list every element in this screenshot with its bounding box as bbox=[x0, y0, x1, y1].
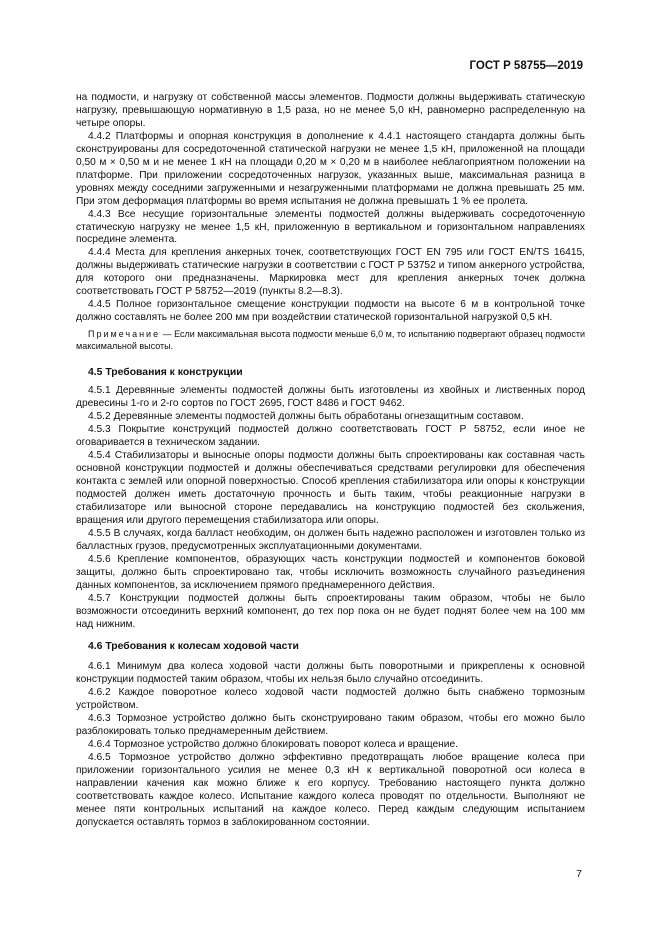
paragraph-intro: на подмости, и нагрузку от собственной массы элементов. Подмости должны выдерживать статическую нагрузку, превышающую нормативную в 1,5 раза, но не менее 5,0 кН, равномерно распределенную на четыре опоры. bbox=[76, 92, 585, 129]
paragraph-4-5-4: 4.5.4 Стабилизаторы и выносные опоры подмости должны быть спроектированы как составная часть основной конструкции подмостей и должны обеспечиваться средствами регулировки для обеспечения контакта с землей или опорной поверхностью. Способ крепления стабилизатора или опоры к конструкции подмостей должен иметь достаточную прочность и быть таким, чтобы реакционные нагрузки в стабилизаторе или выносной стороне передавались на конструкцию подмостей без скольжения, вращения или другого перемещения стабилизатора или опоры. bbox=[76, 450, 585, 526]
document-header: ГОСТ Р 58755—2019 bbox=[469, 60, 583, 72]
paragraph-4-4-2: 4.4.2 Платформы и опорная конструкция в дополнение к 4.4.1 настоящего стандарта должны быть сконструированы для сосредоточенной статической нагрузки не менее 1,5 кН, приложенной на площади 0,50 м × 0,50 м и не менее 1 кН на площади 0,20 м × 0,20 м в наиболее неблагоприятном положении на платформе. При приложении сосредоточенных нагрузок, указанных выше, максимальная разница в уровнях между соседними загруженными и незагруженными платформами не должна превышать 25 мм. При этом деформация платформы во время испытания не должна превышать 1 % ее пролета. bbox=[76, 130, 585, 207]
note bbox=[76, 329, 585, 352]
paragraph-4-6-5: 4.6.5 Тормозное устройство должно эффективно предотвращать любое вращение колеса при приложении горизонтального усилия не менее 0,3 кН к вертикальной поворотной оси колеса в направлении качения как можно ближе к его корпусу. Требованию настоящего пункта должно соответствовать каждое колесо. Испытание каждого колеса проводят по отдельности. Выполняют не менее пяти контрольных испытаний на каждое колесо. Перед каждым следующим испытанием допускается оставлять тормоз в заблокированном состоянии. bbox=[76, 752, 585, 828]
paragraph-4-6-3: 4.6.3 Тормозное устройство должно быть сконструировано таким образом, чтобы его можно было разблокировать только преднамеренным действием. bbox=[76, 713, 585, 738]
page-number: 7 bbox=[576, 868, 582, 880]
paragraph-4-4-5: 4.4.5 Полное горизонтальное смещение конструкции подмости на высоте 6 м в контрольной точке должно составлять не более 200 мм при воздействии статической горизонтальной нагрузкой 0,5 кН. bbox=[76, 299, 585, 324]
paragraph-4-6-4: 4.6.4 Тормозное устройство должно блокировать поворот колеса и вращение. bbox=[88, 739, 458, 751]
section-heading-4-6: 4.6 Требования к колесам ходовой части bbox=[88, 641, 299, 653]
paragraph-4-4-3: 4.4.3 Все несущие горизонтальные элементы подмостей должны выдерживать сосредоточенную статическую нагрузку не менее 1,5 кН, приложенную в вертикальном и горизонтальном направлениях посредине элемента. bbox=[76, 208, 585, 246]
paragraph-4-6-1: 4.6.1 Минимум два колеса ходовой части должны быть поворотными и прикреплены к основной конструкции подмостей таким образом, чтобы их нельзя было случайно отсоединить. bbox=[76, 661, 585, 686]
paragraph-4-5-7: 4.5.7 Конструкции подмостей должны быть спроектированы таким образом, чтобы не было возможности отсоединить верхний компонент, до тех пор пока он не будет поднят более чем на 100 мм над нижним. bbox=[76, 592, 585, 630]
paragraph-4-5-6: 4.5.6 Крепление компонентов, образующих часть конструкции подмостей и компонентов боковой защиты, должно быть спроектировано так, чтобы исключить возможность случайного разъединения данных компонентов, за исключением прямого преднамеренного действия. bbox=[76, 553, 585, 591]
paragraph-4-5-3: 4.5.3 Покрытие конструкций подмостей должно соответствовать ГОСТ Р 58752, если иное не оговаривается в техническом задании. bbox=[76, 424, 585, 449]
paragraph-4-5-2: 4.5.2 Деревянные элементы подмостей должны быть обработаны огнезащитным составом. bbox=[88, 411, 524, 423]
document-body bbox=[76, 92, 585, 830]
paragraph-4-4-4: 4.4.4 Места для крепления анкерных точек, соответствующих ГОСТ EN 795 или ГОСТ EN/TS 16415, должны выдерживать статические нагрузки в соответствии с ГОСТ Р 53752 и типом анкерного устройства, для которого они предназначены. Маркировка мест для крепления анкерных точек должна соответствовать ГОСТ Р 58752—2019 (пункты 8.2—8.3). bbox=[76, 247, 585, 298]
section-heading-4-5: 4.5 Требования к конструкции bbox=[88, 367, 243, 379]
note-text: — Если максимальная высота подмости меньше 6,0 м, то испытанию подвергают образец подмости максимальной высоты. bbox=[76, 329, 585, 351]
note-label: Примечание bbox=[88, 329, 161, 340]
paragraph-4-5-5: 4.5.5 В случаях, когда балласт необходим, он должен быть надежно расположен и изготовлен только из балластных грузов, предусмотренных эксплуатационными документами. bbox=[76, 527, 585, 552]
paragraph-4-5-1: 4.5.1 Деревянные элементы подмостей должны быть изготовлены из хвойных и лиственных пород древесины 1-го и 2-го сортов по ГОСТ 2695, ГОСТ 8486 и ГОСТ 9462. bbox=[76, 385, 585, 410]
paragraph-4-6-2: 4.6.2 Каждое поворотное колесо ходовой части подмостей должно быть снабжено тормозным устройством. bbox=[76, 687, 585, 712]
